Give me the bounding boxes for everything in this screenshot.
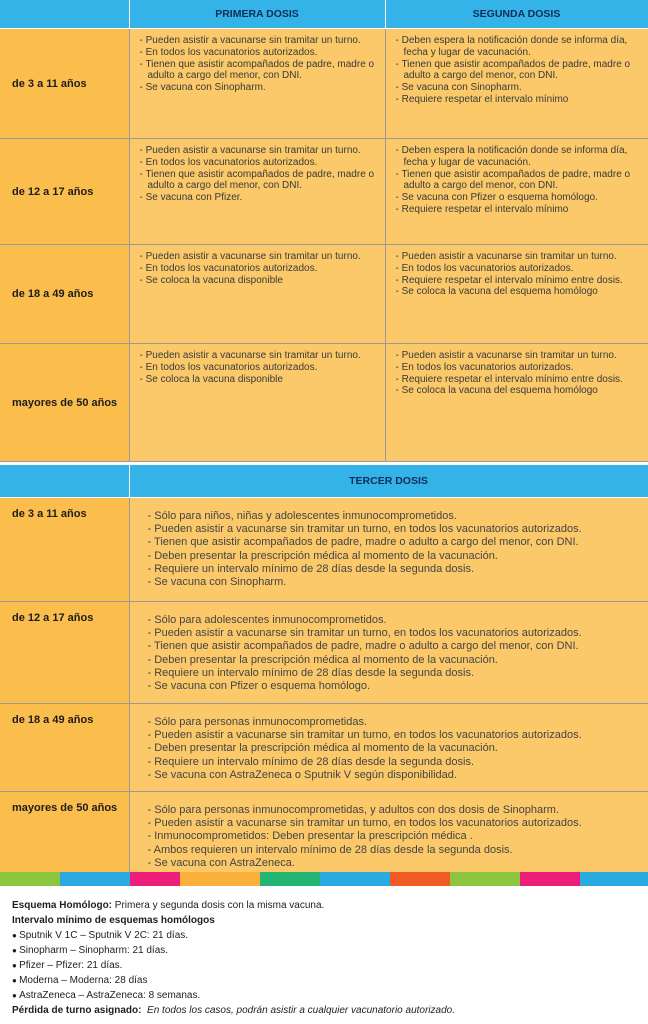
second-dose-cell (385, 29, 648, 139)
second-dose-list (386, 29, 648, 110)
table-row (0, 498, 648, 602)
header-third-dose: TERCER DOSIS (129, 465, 648, 498)
list-item: - Pueden asistir a vacunarse sin tramitar un turno. (140, 145, 379, 157)
first-dose-list (130, 139, 385, 208)
age-group-label: de 12 a 17 años (0, 139, 129, 245)
header-blank-cell (0, 465, 129, 498)
list-item: - Se coloca la vacuna disponible (140, 374, 379, 386)
list-item: - Deben presentar la prescripción médica al momento de la vacunación. (148, 742, 643, 755)
third-dose-header-row (0, 465, 648, 498)
list-item: - Pueden asistir a vacunarse sin tramitar un turno. (140, 251, 379, 263)
header-first-dose: PRIMERA DOSIS (129, 0, 385, 29)
age-group-label: de 3 a 11 años (0, 29, 129, 139)
list-item: - Deben presentar la prescripción médica al momento de la vacunación. (148, 654, 643, 667)
list-item: - Requiere un intervalo mínimo de 28 días desde la segunda dosis. (148, 563, 643, 576)
list-item: - Tienen que asistir acompañados de padre, madre o adulto a cargo del menor, con DNI. (140, 59, 379, 83)
list-item: ● Sinopharm – Sinopharm: 21 días. (12, 943, 642, 958)
footnotes (12, 898, 642, 1018)
homologo-definition: Primera y segunda dosis con la misma vacuna. (112, 900, 325, 911)
list-item: - En todos los vacunatorios autorizados. (396, 362, 642, 374)
third-dose-list (130, 498, 648, 593)
dose-table-header-row (0, 0, 648, 29)
list-item: ● AstraZeneca – AstraZeneca: 8 semanas. (12, 988, 642, 1003)
list-item: - Se coloca la vacuna disponible (140, 275, 379, 287)
age-group-label: de 12 a 17 años (0, 602, 129, 704)
list-item: ● Pfizer – Pfizer: 21 días. (12, 958, 642, 973)
header-blank-cell (0, 0, 129, 29)
first-dose-cell (129, 344, 385, 462)
interval-title: Intervalo mínimo de esquemas homólogos (12, 915, 215, 926)
list-item: - Se vacuna con Sinopharm. (396, 82, 642, 94)
list-item: - Sólo para personas inmunocomprometidas, y adultos con dos dosis de Sinopharm. (148, 804, 643, 817)
dose-table (0, 0, 648, 462)
first-dose-list (130, 29, 385, 98)
list-item: - Tienen que asistir acompañados de padre, madre o adulto a cargo del menor, con DNI. (396, 59, 642, 83)
age-group-label: mayores de 50 años (0, 344, 129, 462)
interval-list (12, 928, 642, 1003)
lost-appointment-term: Pérdida de turno asignado: (12, 1005, 142, 1016)
list-item: - Pueden asistir a vacunarse sin tramitar un turno, en todos los vacunatorios autorizados. (148, 817, 643, 830)
age-group-label: de 18 a 49 años (0, 704, 129, 792)
third-dose-cell (129, 792, 648, 875)
list-item: - Se vacuna con Pfizer o esquema homólogo. (396, 192, 642, 204)
list-item: - Pueden asistir a vacunarse sin tramitar un turno, en todos los vacunatorios autorizados. (148, 523, 643, 536)
list-item: - Tienen que asistir acompañados de padre, madre o adulto a cargo del menor, con DNI. (148, 640, 643, 653)
list-item: - Requiere un intervalo mínimo de 28 días desde la segunda dosis. (148, 756, 643, 769)
list-item: - Se coloca la vacuna del esquema homólogo (396, 385, 642, 397)
list-item: ● Moderna – Moderna: 28 días (12, 973, 642, 988)
second-dose-list (386, 344, 648, 401)
list-item: - Pueden asistir a vacunarse sin tramitar un turno. (140, 350, 379, 362)
third-dose-list (130, 602, 648, 697)
list-item: - Ambos requieren un intervalo mínimo de 28 días desde la segunda dosis. (148, 844, 643, 857)
list-item: - Requiere respetar el intervalo mínimo entre dosis. (396, 374, 642, 386)
table-row (0, 344, 648, 462)
homologo-term: Esquema Homólogo: (12, 900, 113, 911)
list-item: - Deben presentar la prescripción médica al momento de la vacunación. (148, 550, 643, 563)
third-dose-table (0, 465, 648, 875)
list-item: - En todos los vacunatorios autorizados. (396, 263, 642, 275)
second-dose-cell (385, 344, 648, 462)
second-dose-cell (385, 139, 648, 245)
homologo-note (12, 898, 642, 913)
list-item: - Deben espera la notificación donde se informa día, fecha y lugar de vacunación. (396, 35, 642, 59)
decorative-color-band (0, 872, 648, 886)
table-row (0, 704, 648, 792)
list-item: - Sólo para personas inmunocomprometidas. (148, 716, 643, 729)
lost-appointment-note (12, 1003, 642, 1018)
lost-appointment-definition: En todos los casos, podrán asistir a cualquier vacunatorio autorizado. (147, 1005, 455, 1016)
list-item: - En todos los vacunatorios autorizados. (140, 157, 379, 169)
list-item: - Deben espera la notificación donde se informa día, fecha y lugar de vacunación. (396, 145, 642, 169)
list-item: - Se vacuna con Sinopharm. (148, 576, 643, 589)
age-group-label: de 3 a 11 años (0, 498, 129, 602)
list-item: - Pueden asistir a vacunarse sin tramitar un turno. (140, 35, 379, 47)
third-dose-cell (129, 704, 648, 792)
table-row (0, 602, 648, 704)
list-item: - Pueden asistir a vacunarse sin tramitar un turno, en todos los vacunatorios autorizados. (148, 729, 643, 742)
table-row (0, 245, 648, 344)
list-item: - Tienen que asistir acompañados de padre, madre o adulto a cargo del menor, con DNI. (148, 536, 643, 549)
list-item: - Tienen que asistir acompañados de padre, madre o adulto a cargo del menor, con DNI. (140, 169, 379, 193)
list-item: - Se vacuna con AstraZeneca o Sputnik V según disponibilidad. (148, 769, 643, 782)
third-dose-cell (129, 498, 648, 602)
first-dose-list (130, 245, 385, 290)
list-item: - Requiere respetar el intervalo mínimo (396, 204, 642, 216)
list-item: - Pueden asistir a vacunarse sin tramitar un turno. (396, 251, 642, 263)
list-item: - Se vacuna con AstraZeneca. (148, 857, 643, 870)
list-item: - Sólo para niños, niñas y adolescentes inmunocomprometidos. (148, 510, 643, 523)
list-item: - En todos los vacunatorios autorizados. (140, 362, 379, 374)
list-item: - Requiere respetar el intervalo mínimo (396, 94, 642, 106)
third-dose-list (130, 704, 648, 786)
age-group-label: de 18 a 49 años (0, 245, 129, 344)
list-item: - Pueden asistir a vacunarse sin tramitar un turno. (396, 350, 642, 362)
third-dose-cell (129, 602, 648, 704)
list-item: - Se coloca la vacuna del esquema homólogo (396, 286, 642, 298)
first-dose-cell (129, 245, 385, 344)
first-dose-cell (129, 29, 385, 139)
list-item: - Se vacuna con Pfizer. (140, 192, 379, 204)
second-dose-list (386, 245, 648, 302)
list-item: - Se vacuna con Pfizer o esquema homólogo. (148, 680, 643, 693)
age-group-label: mayores de 50 años (0, 792, 129, 875)
table-row (0, 792, 648, 875)
list-item: - En todos los vacunatorios autorizados. (140, 47, 379, 59)
list-item: - Se vacuna con Sinopharm. (140, 82, 379, 94)
first-dose-cell (129, 139, 385, 245)
list-item: - Requiere un intervalo mínimo de 28 días desde la segunda dosis. (148, 667, 643, 680)
list-item: - Sólo para adolescentes inmunocomprometidos. (148, 614, 643, 627)
list-item: - Pueden asistir a vacunarse sin tramitar un turno, en todos los vacunatorios autorizados. (148, 627, 643, 640)
header-second-dose: SEGUNDA DOSIS (385, 0, 648, 29)
list-item: - Inmunocomprometidos: Deben presentar la prescripción médica . (148, 830, 643, 843)
second-dose-cell (385, 245, 648, 344)
list-item: - En todos los vacunatorios autorizados. (140, 263, 379, 275)
second-dose-list (386, 139, 648, 220)
table-row (0, 29, 648, 139)
table-row (0, 139, 648, 245)
list-item: ● Sputnik V 1C – Sputnik V 2C: 21 días. (12, 928, 642, 943)
list-item: - Requiere respetar el intervalo mínimo entre dosis. (396, 275, 642, 287)
first-dose-list (130, 344, 385, 389)
third-dose-list (130, 792, 648, 874)
list-item: - Tienen que asistir acompañados de padre, madre o adulto a cargo del menor, con DNI. (396, 169, 642, 193)
